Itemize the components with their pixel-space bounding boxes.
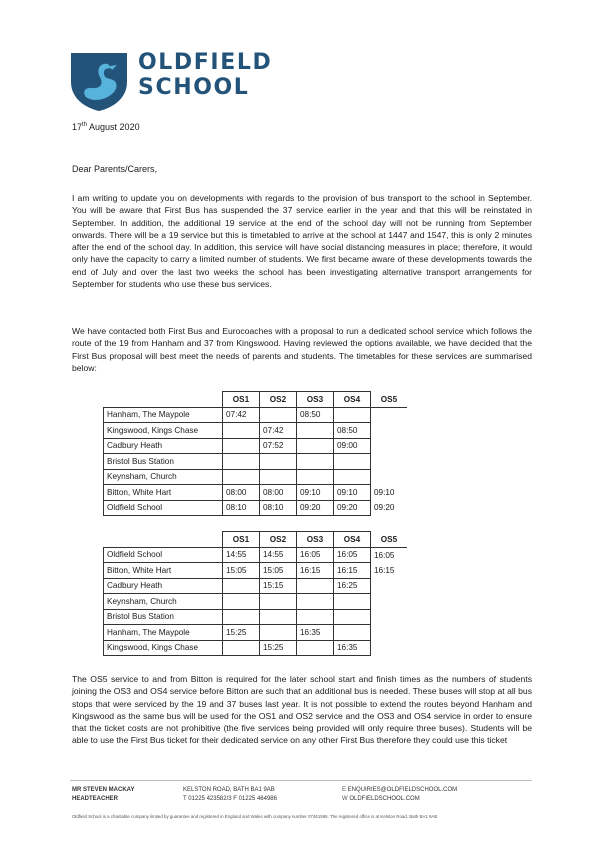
footer-contact [342, 786, 457, 804]
departure-time: 09:10 [371, 485, 408, 501]
timetable-row [104, 563, 408, 579]
stop-name: Keynsham, Church [104, 594, 223, 610]
timetable-header-row [104, 532, 408, 548]
timetable-row [104, 407, 408, 423]
departure-time [223, 609, 260, 625]
stop-name: Oldfield School [104, 547, 223, 563]
service-header: OS4 [334, 532, 371, 548]
departure-time: 08:10 [223, 500, 260, 516]
footer-legal-note: Oldfield School is a charitable company limited by guarantee and registered in England and Wales with company number 07461565. The registered office is at Kelston Road, Bath BA1 9AB [72, 814, 438, 819]
service-header: OS3 [297, 532, 334, 548]
departure-time: 09:10 [334, 485, 371, 501]
departure-time [334, 625, 371, 641]
departure-time: 15:05 [260, 563, 297, 579]
timetable-row [104, 640, 408, 656]
departure-time: 16:05 [334, 547, 371, 563]
departure-time [223, 594, 260, 610]
stop-name: Hanham, The Maypole [104, 407, 223, 423]
school-address: KELSTON ROAD, BATH BA1 9AB [183, 787, 275, 793]
departure-time: 16:35 [297, 625, 334, 641]
departure-time [223, 578, 260, 594]
service-header: OS1 [223, 392, 260, 408]
timetable-row [104, 485, 408, 501]
departure-time [260, 454, 297, 470]
departure-time [371, 438, 408, 454]
afternoon-timetable-body [104, 532, 408, 656]
school-crest-icon [70, 52, 128, 112]
departure-time: 14:55 [223, 547, 260, 563]
school-name-line2: SCHOOL [138, 75, 250, 100]
school-website[interactable]: OLDFIELDSCHOOL.COM [349, 796, 420, 802]
departure-time [223, 640, 260, 656]
departure-time: 16:15 [297, 563, 334, 579]
service-header: OS1 [223, 532, 260, 548]
stop-name: Bristol Bus Station [104, 454, 223, 470]
departure-time [371, 625, 408, 641]
stop-name: Bitton, White Hart [104, 563, 223, 579]
departure-time [297, 454, 334, 470]
departure-time: 08:50 [297, 407, 334, 423]
service-header: OS5 [371, 392, 408, 408]
departure-time [371, 407, 408, 423]
departure-time [297, 640, 334, 656]
departure-time [223, 469, 260, 485]
timetable-row [104, 423, 408, 439]
departure-time [223, 438, 260, 454]
departure-time: 16:35 [334, 640, 371, 656]
departure-time [371, 594, 408, 610]
school-email[interactable]: ENQUIRIES@OLDFIELDSCHOOL.COM [347, 787, 458, 793]
departure-time [371, 469, 408, 485]
email-icon: E [342, 787, 348, 793]
stop-name: Kingswood, Kings Chase [104, 640, 223, 656]
departure-time: 09:20 [297, 500, 334, 516]
school-name [138, 50, 272, 100]
timetable-row [104, 547, 408, 563]
departure-time [297, 469, 334, 485]
afternoon-timetable [103, 531, 407, 656]
stop-name: Cadbury Heath [104, 438, 223, 454]
departure-time: 15:05 [223, 563, 260, 579]
departure-time [334, 609, 371, 625]
morning-timetable [103, 391, 407, 516]
stop-name: Kingswood, Kings Chase [104, 423, 223, 439]
departure-time [297, 578, 334, 594]
footer-address [183, 786, 277, 804]
school-phone: T 01225 423582/3 F 01225 464986 [183, 796, 277, 802]
timetable-header-row [104, 392, 408, 408]
departure-time: 16:25 [334, 578, 371, 594]
departure-time: 07:42 [223, 407, 260, 423]
timetable-row [104, 578, 408, 594]
stop-name: Bristol Bus Station [104, 609, 223, 625]
departure-time: 08:10 [260, 500, 297, 516]
timetable-row [104, 469, 408, 485]
departure-time [334, 454, 371, 470]
departure-time: 08:00 [223, 485, 260, 501]
departure-time: 09:00 [334, 438, 371, 454]
headteacher-name: MR STEVEN MACKAY [72, 787, 135, 793]
service-header: OS3 [297, 392, 334, 408]
letter-date [72, 122, 140, 132]
departure-time [371, 609, 408, 625]
departure-time: 07:42 [260, 423, 297, 439]
paragraph-3: The OS5 service to and from Bitton is required for the later school start and finish times as the numbers of students joining the OS3 and OS4 service before Bitton are such that an additional bus is needed. These buses will stop at all bus stops that were serviced by the 19 and 37 buses last year. It is not possible to extend the routes beyond Hanham and Kingswood as the same bus will be used for the OS1 and OS2 service and the OS3 and OS4 service in order to ensure that the ticket costs are not prohibitive (the five services being provided will only require three buses). Students will be able to use the First Bus ticket for their dedicated service on any other First Bus therefore they could use this ticket [72, 674, 532, 746]
departure-time [223, 454, 260, 470]
timetable-row [104, 609, 408, 625]
timetable-row [104, 594, 408, 610]
stop-name: Bitton, White Hart [104, 485, 223, 501]
departure-time [334, 594, 371, 610]
stop-name: Cadbury Heath [104, 578, 223, 594]
morning-timetable-body [104, 392, 408, 516]
timetable-corner-cell [104, 392, 223, 408]
timetable-row [104, 625, 408, 641]
departure-time [371, 578, 408, 594]
departure-time: 16:05 [371, 547, 408, 563]
departure-time: 09:20 [334, 500, 371, 516]
departure-time: 15:25 [223, 625, 260, 641]
footer-signatory [72, 786, 134, 804]
departure-time: 09:20 [371, 500, 408, 516]
date-rest: August 2020 [87, 122, 140, 132]
timetable-row [104, 454, 408, 470]
departure-time: 08:50 [334, 423, 371, 439]
departure-time: 15:25 [260, 640, 297, 656]
stop-name: Oldfield School [104, 500, 223, 516]
departure-time: 08:00 [260, 485, 297, 501]
departure-time [260, 407, 297, 423]
date-day: 17 [72, 122, 83, 132]
web-icon: W [342, 796, 350, 802]
footer-divider [70, 780, 532, 781]
service-header: OS4 [334, 392, 371, 408]
paragraph-2: We have contacted both First Bus and Eurocoaches with a proposal to run a dedicated school service which follows the route of the 19 from Hanham and 37 from Kingswood. Having reviewed the options available, we have decided that the First Bus proposal will best meet the needs of parents and students. The timetables for these services are summarised below: [72, 326, 532, 373]
departure-time: 07:52 [260, 438, 297, 454]
stop-name: Hanham, The Maypole [104, 625, 223, 641]
departure-time: 15:15 [260, 578, 297, 594]
departure-time: 16:15 [371, 563, 408, 579]
departure-time [334, 469, 371, 485]
departure-time [334, 407, 371, 423]
school-name-line1: OLDFIELD [138, 50, 273, 75]
service-header: OS2 [260, 532, 297, 548]
paragraph-1: I am writing to update you on developments with regards to the provision of bus transport to the school in September. You will be aware that First Bus has suspended the 37 service earlier in the year and that this will be reinstated in September. In addition, the additional 19 service at the end of the school day will not be running from September onwards. There will be a 19 service but this is timetabled to arrive at the school at 1447 and 1547, this is only 2 minutes after the end of the school day. In addition, this service will have social distancing measures in place; therefore, it would only have the capacity to carry a limited number of students. We first became aware of these developments towards the end of July and over the last two weeks the school has been investigating alternative transport arrangements for September for students who use these bus services. [72, 193, 532, 290]
timetable-row [104, 500, 408, 516]
departure-time [297, 609, 334, 625]
headteacher-role: HEADTEACHER [72, 796, 119, 802]
departure-time [260, 609, 297, 625]
departure-time [371, 640, 408, 656]
service-header: OS2 [260, 392, 297, 408]
service-header: OS5 [371, 532, 408, 548]
salutation: Dear Parents/Carers, [72, 164, 158, 174]
departure-time: 09:10 [297, 485, 334, 501]
departure-time [297, 423, 334, 439]
date-suffix: th [82, 122, 88, 128]
timetable-row [104, 438, 408, 454]
departure-time [260, 469, 297, 485]
departure-time [260, 625, 297, 641]
departure-time: 14:55 [260, 547, 297, 563]
stop-name: Keynsham, Church [104, 469, 223, 485]
departure-time [260, 594, 297, 610]
departure-time [223, 423, 260, 439]
departure-time: 16:15 [334, 563, 371, 579]
departure-time [297, 594, 334, 610]
departure-time [297, 438, 334, 454]
departure-time [371, 423, 408, 439]
departure-time [371, 454, 408, 470]
departure-time: 16:05 [297, 547, 334, 563]
timetable-corner-cell [104, 532, 223, 548]
